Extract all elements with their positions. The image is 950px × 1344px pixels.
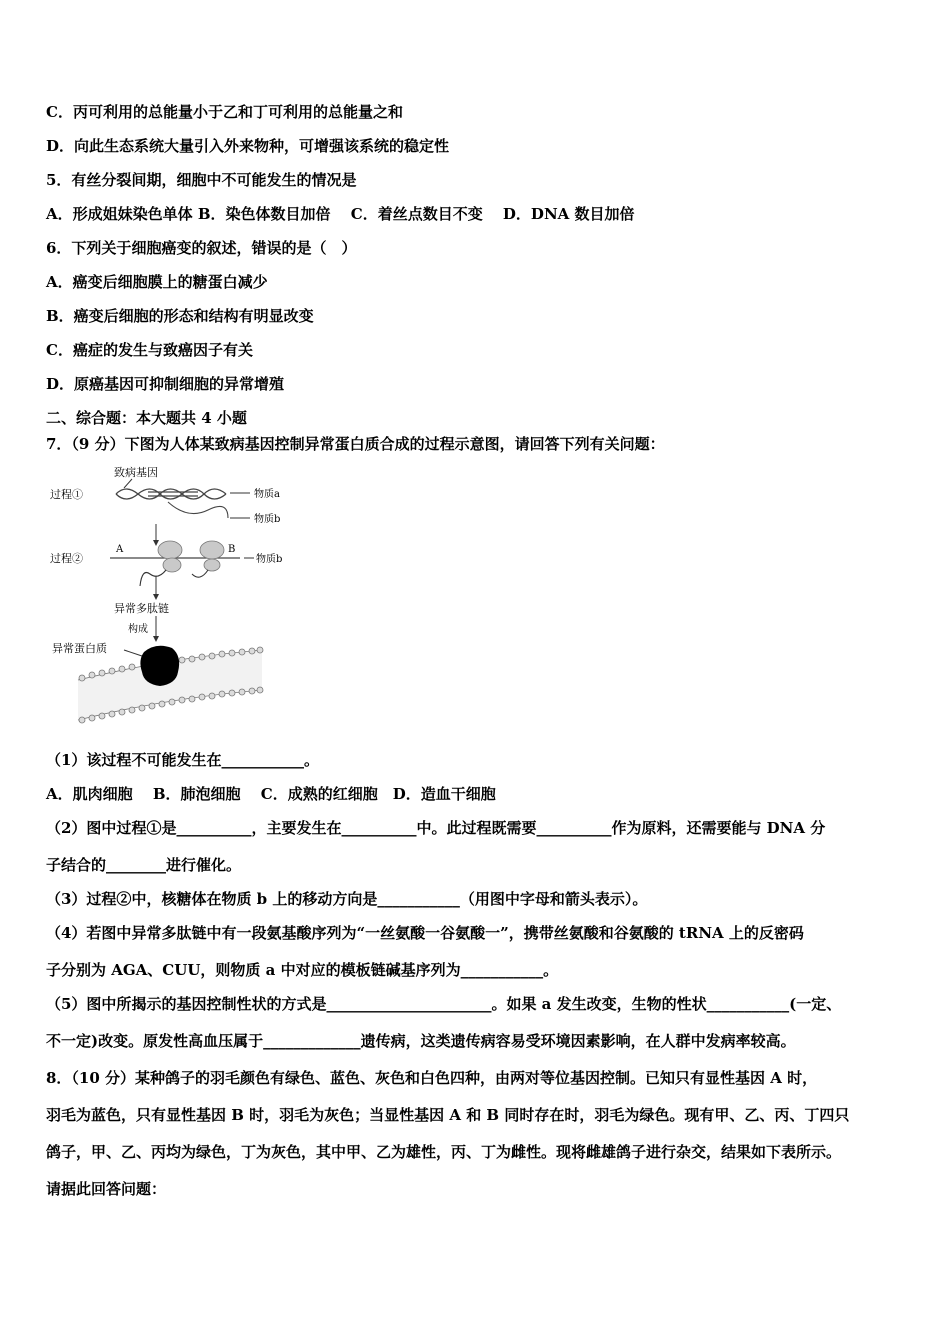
label-b: B [228, 544, 236, 555]
q7-part2-cont: 子结合的________进行催化。 [46, 856, 242, 874]
option-b-q6: B．癌变后细胞的形态和结构有明显改变 [46, 307, 314, 325]
option-a-q6: A．癌变后细胞膜上的糖蛋白减少 [46, 273, 268, 291]
q7-part3: （3）过程②中，核糖体在物质 b 上的移动方向是___________（用图中字母和箭头表示）。 [46, 890, 648, 908]
question-5: 5．有丝分裂间期，细胞中不可能发生的情况是 [46, 171, 357, 189]
ribosome-2 [200, 541, 224, 571]
dna-helix [116, 489, 228, 518]
question-6: 6．下列关于细胞癌变的叙述，错误的是（ ） [46, 239, 357, 257]
option-d-q4: D．向此生态系统大量引入外来物种，可增强该系统的稳定性 [46, 137, 450, 155]
option-d-q6: D．原癌基因可抑制细胞的异常增殖 [46, 375, 285, 393]
abnormal-peptide-label: 异常多肽链 [114, 602, 169, 615]
question-8-line4: 请据此回答问题： [46, 1180, 167, 1198]
process2-label: 过程② [50, 552, 83, 565]
question-8-line3: 鸽子，甲、乙、丙均为绿色，丁为灰色，其中甲、乙为雄性，丙、丁为雌性。现将雌雄鸽子进行杂交，结果如下表所示。 [46, 1143, 842, 1161]
constitute-label: 构成 [128, 624, 148, 635]
abnormal-protein-shape [140, 646, 179, 686]
section-heading: 二、综合题：本大题共 4 小题 [46, 409, 247, 427]
option-c-q6: C．癌症的发生与致癌因子有关 [46, 341, 253, 359]
q7-part1-options: A．肌肉细胞 B．肺泡细胞 C．成熟的红细胞 D．造血干细胞 [46, 785, 496, 803]
q7-part1: （1）该过程不可能发生在___________。 [46, 751, 319, 769]
question-8-line2: 羽毛为蓝色，只有显性基因 B 时，羽毛为灰色；当显性基因 A 和 B 同时存在时，羽毛为绿色。现有甲、乙、丙、丁四只 [46, 1106, 850, 1124]
substance-b-label-1: 物质b [254, 514, 281, 525]
gene-label: 致病基因 [114, 466, 158, 479]
question-7: 7．（9 分）下图为人体某致病基因控制异常蛋白质合成的过程示意图，请回答下列有关问题： [46, 435, 665, 453]
question-8: 8．（10 分）某种鸽子的羽毛颜色有绿色、蓝色、灰色和白色四种，由两对等位基因控制。已知只有显性基因 A 时， [46, 1069, 818, 1087]
q7-part5-cont: 不一定)改变。原发性高血压属于_____________遗传病，这类遗传病容易受环境因素影响，在人群中发病率较高。 [46, 1032, 796, 1050]
q7-part5: （5）图中所揭示的基因控制性状的方式是______________________。如果 a 发生改变，生物的性状___________(一定、 [46, 995, 842, 1013]
abnormal-protein-label: 异常蛋白质 [52, 642, 107, 655]
q7-part4-cont: 子分别为 AGA、CUU，则物质 a 中对应的模板链碱基序列为___________。 [46, 961, 559, 979]
substance-b-label-2: 物质b [256, 554, 283, 565]
gene-expression-diagram [48, 462, 298, 730]
q7-part2: （2）图中过程①是__________，主要发生在__________中。此过程既需要__________作为原料，还需要能与 DNA 分 [46, 819, 826, 837]
q7-part4: （4）若图中异常多肽链中有一段氨基酸序列为“一丝氨酸一谷氨酸一”，携带丝氨酸和谷氨酸的 tRNA 上的反密码 [46, 924, 804, 942]
process1-label: 过程① [50, 488, 83, 501]
label-a: A [116, 544, 124, 555]
ribosome-1 [158, 541, 182, 572]
option-c-q4: C．丙可利用的总能量小于乙和丁可利用的总能量之和 [46, 103, 403, 121]
question-5-options: A．形成姐妹染色单体 B．染色体数目加倍 C．着丝点数目不变 D．DNA 数目加倍 [46, 205, 635, 223]
substance-a-label: 物质a [254, 489, 280, 500]
